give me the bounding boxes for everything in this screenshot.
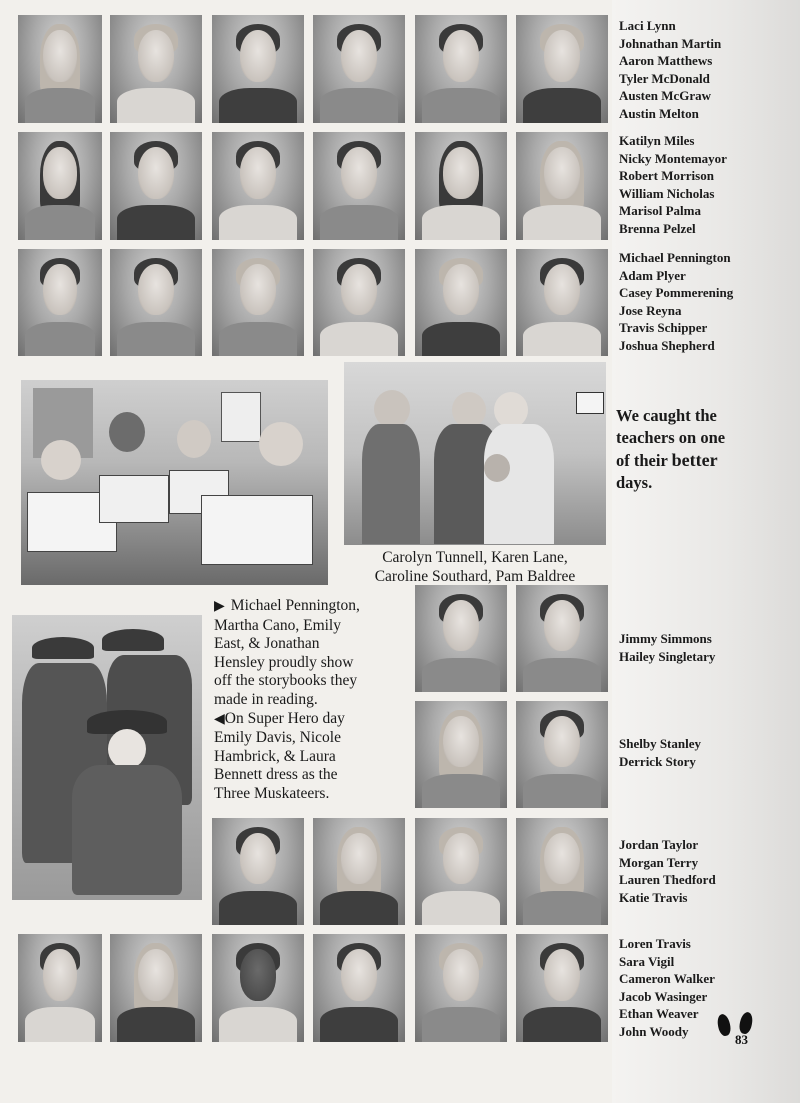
teacher-head [452,392,486,428]
student-name: Loren Travis [619,936,691,951]
student-portrait [516,15,608,123]
caption-line: Caroline Southard, Pam Baldree [374,568,576,585]
student-name: Tyler McDonald [619,70,710,86]
cape [72,765,182,895]
student-name: Lauren Thedford [619,872,716,888]
storybook-caption [214,597,404,804]
teachers-side-caption [616,405,725,494]
roster-names-1 [619,17,721,123]
student-name: Casey Pommerening [619,285,734,301]
student-name: Jimmy Simmons [619,631,712,646]
student-portrait [18,934,102,1042]
caption-line: Three Muskateers. [214,784,330,802]
caption-line: made in reading. [214,690,318,708]
student-portrait [110,249,202,356]
student-portrait [110,15,202,123]
caption-line [214,597,404,617]
caption-line [616,449,725,472]
caption-line: Hambrick, & Laura [214,747,336,765]
student-name: Johnathan Martin [619,35,722,51]
roster-names-4 [619,630,715,665]
arrow-right-icon: ▶ [214,599,225,614]
caption-text: On Super Hero day [224,709,345,727]
student-portrait [18,132,102,240]
caption-line: East, & Jonathan [214,635,320,653]
student-name: Jacob Wasinger [619,988,708,1004]
student-name: Hailey Singletary [619,648,716,664]
storybook [201,495,313,565]
student-portrait [415,15,507,123]
student-portrait [415,585,507,692]
caption-line [214,710,404,730]
student-portrait [18,15,102,123]
roster-names-5 [619,735,701,770]
student-name: Sara Vigil [619,953,675,969]
student-name: Michael Pennington [619,250,731,265]
teacher-head [494,392,528,428]
caption-line: Bennett dress as the [214,766,338,784]
muskateers-photo [12,615,202,900]
roster-names-3 [619,249,733,355]
student-portrait [516,132,608,240]
student-name: Laci Lynn [619,18,676,33]
student-name: Nicky Montemayor [619,150,727,166]
storybook [99,475,169,523]
teacher-body [362,424,420,544]
student-portrait [18,249,102,356]
student-portrait [212,934,304,1042]
student-portrait [415,132,507,240]
student-portrait [110,934,202,1042]
student-portrait [313,934,405,1042]
caption-line: Martha Cano, Emily [214,616,341,634]
caption-emphasis: better [671,450,718,470]
student-portrait [110,132,202,240]
student-portrait [313,818,405,925]
student-portrait [212,132,304,240]
student-portrait [212,249,304,356]
student-portrait [516,701,608,808]
child-head [177,420,211,458]
student-portrait [212,15,304,123]
caption-line: Hensley proudly show [214,653,354,671]
student-name: Shelby Stanley [619,736,701,751]
student-portrait [415,249,507,356]
student-name: Austin Melton [619,105,699,121]
student-portrait [516,249,608,356]
child-head [259,422,303,466]
caption-line: days. [616,473,653,492]
caption-line: Carolyn Tunnell, Karen Lane, [382,549,568,566]
caption-line: We caught the [616,406,717,425]
roster-names-7 [619,935,715,1041]
student-name: Jordan Taylor [619,837,699,852]
student-portrait [516,934,608,1042]
student-name: Adam Plyer [619,267,686,283]
student-portrait [415,934,507,1042]
wall-poster [221,392,261,442]
student-name: Aaron Matthews [619,53,713,69]
teacher-head [374,390,410,428]
student-name: Morgan Terry [619,854,699,870]
student-name: Robert Morrison [619,168,714,184]
student-name: Cameron Walker [619,971,715,987]
child-head [108,729,146,769]
caption-line: Emily Davis, Nicole [214,729,341,747]
hat [102,629,164,651]
student-name: Derrick Story [619,753,696,769]
wall-picture [576,392,604,414]
student-name: John Woody [619,1023,689,1039]
child-head [41,440,81,480]
hat [32,637,94,659]
caption-line: off the storybooks they [214,672,358,690]
student-portrait [415,701,507,808]
student-portrait [313,249,405,356]
student-name: Brenna Pelzel [619,220,696,236]
arrow-left-icon: ◀ [214,711,225,727]
student-portrait [516,818,608,925]
student-name: Joshua Shepherd [619,337,715,353]
teachers-photo [344,362,606,545]
page-number: 83 [735,1032,748,1047]
student-name: Travis Schipper [619,320,708,336]
student-name: Marisol Palma [619,203,701,219]
student-portrait [212,818,304,925]
caption-text: Michael Pennington, [230,597,360,614]
child-head [109,412,145,452]
student-name: Jose Reyna [619,302,682,318]
teachers-photo-caption [344,548,606,586]
teacher-head [484,454,510,482]
storybook-photo [21,380,328,585]
student-name: William Nicholas [619,185,715,201]
student-name: Austen McGraw [619,88,712,104]
student-portrait [516,585,608,692]
roster-names-6 [619,836,716,906]
caption-text: of their [616,451,668,470]
student-name: Ethan Weaver [619,1006,699,1022]
roster-names-2 [619,132,727,238]
caption-line: teachers on one [616,428,726,447]
student-name: Katilyn Miles [619,133,695,148]
student-portrait [415,818,507,925]
teacher-body [484,424,554,544]
student-name: Katie Travis [619,889,688,905]
student-portrait [313,15,405,123]
student-portrait [313,132,405,240]
